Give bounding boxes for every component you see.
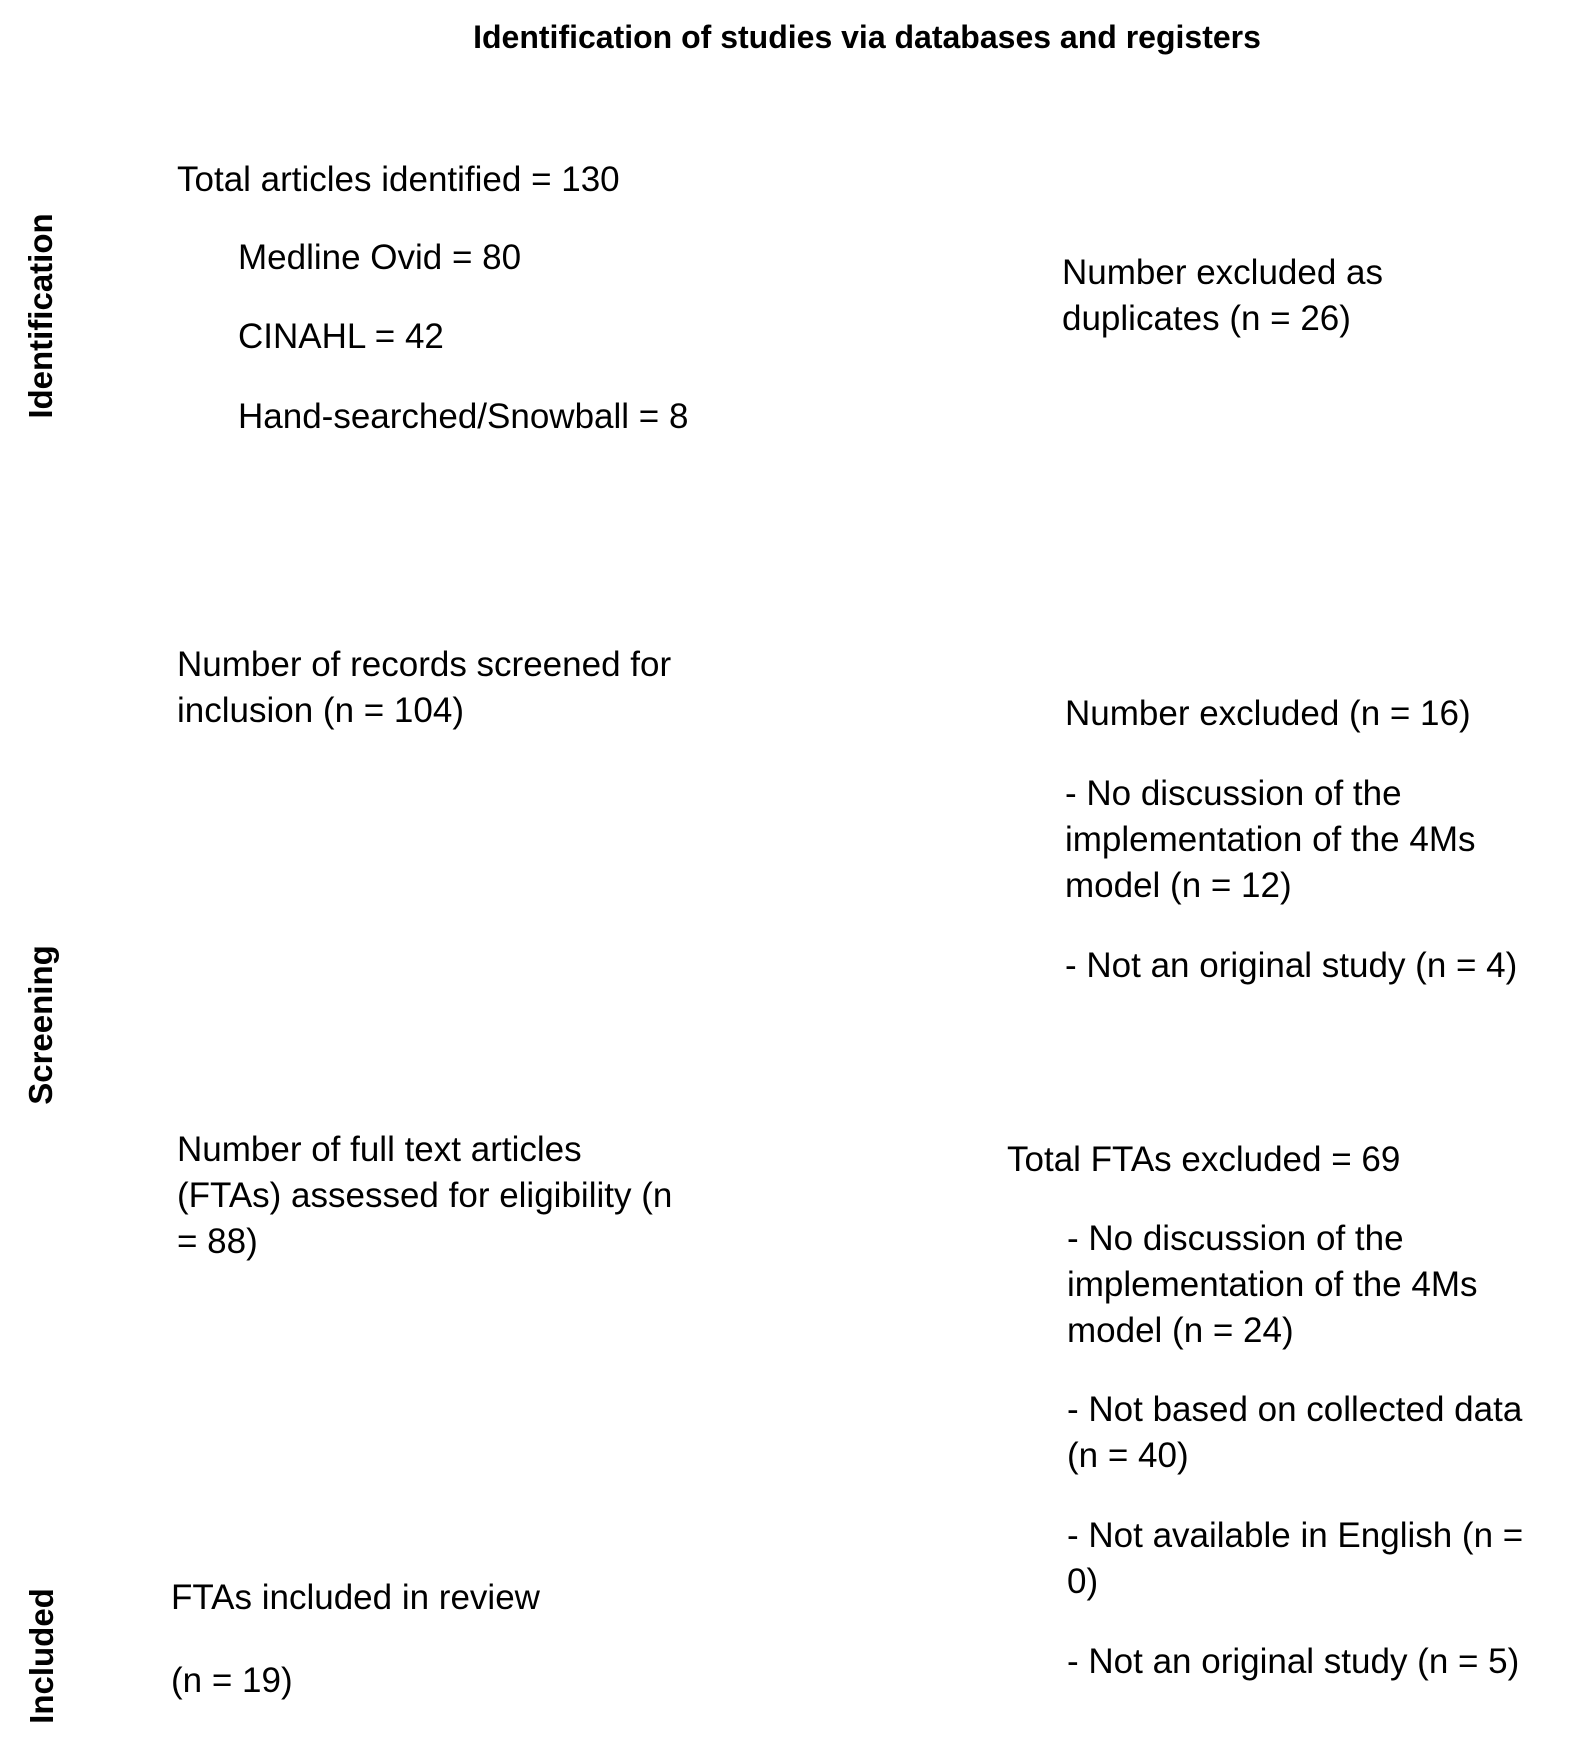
diagram-title: Identification of studies via databases and registers <box>473 19 1261 55</box>
fulltext-assessed <box>177 1127 672 1265</box>
fulltext-excluded-header: Total FTAs excluded = 69 <box>1007 1140 1401 1179</box>
fulltext-excluded-reason <box>1067 1387 1522 1479</box>
records-excluded-reason <box>1065 771 1475 909</box>
reason-line: model (n = 12) <box>1065 866 1292 905</box>
reason-line: implementation of the 4Ms <box>1065 820 1476 859</box>
fulltext-assessed-line: = 88) <box>177 1222 258 1261</box>
records-screened <box>177 642 671 734</box>
reason-line: model (n = 24) <box>1067 1311 1294 1350</box>
stage-label-included: Included <box>23 1588 60 1724</box>
records-screened-line: inclusion (n = 104) <box>177 691 464 730</box>
total-identified: Total articles identified = 130 <box>177 160 620 199</box>
reason-line: - Not based on collected data <box>1067 1390 1523 1429</box>
records-screened-line: Number of records screened for <box>177 645 672 684</box>
duplicates-excluded <box>1062 250 1383 342</box>
fulltext-excluded-reason <box>1067 1513 1523 1605</box>
reason-line: - No discussion of the <box>1067 1219 1404 1258</box>
stage-label-identification: Identification <box>22 213 59 419</box>
records-excluded-reason: - Not an original study (n = 4) <box>1065 946 1518 985</box>
source-cinahl: CINAHL = 42 <box>238 317 444 356</box>
records-excluded-header: Number excluded (n = 16) <box>1065 694 1471 733</box>
stage-label-screening: Screening <box>22 945 59 1105</box>
included-label: FTAs included in review <box>171 1578 540 1617</box>
reason-line: - Not available in English (n = <box>1067 1516 1524 1555</box>
fulltext-excluded-reason <box>1067 1216 1477 1354</box>
included-count: (n = 19) <box>171 1661 293 1700</box>
duplicates-excluded-line: duplicates (n = 26) <box>1062 299 1351 338</box>
source-hand-searched: Hand-searched/Snowball = 8 <box>238 397 689 436</box>
reason-line: - No discussion of the <box>1065 774 1402 813</box>
fulltext-excluded-reason: - Not an original study (n = 5) <box>1067 1642 1520 1681</box>
fulltext-assessed-line: Number of full text articles <box>177 1130 582 1169</box>
fulltext-assessed-line: (FTAs) assessed for eligibility (n <box>177 1176 673 1215</box>
reason-line: 0) <box>1067 1562 1099 1601</box>
reason-line: implementation of the 4Ms <box>1067 1265 1478 1304</box>
source-medline: Medline Ovid = 80 <box>238 238 522 277</box>
duplicates-excluded-line: Number excluded as <box>1062 253 1383 292</box>
reason-line: (n = 40) <box>1067 1436 1189 1475</box>
